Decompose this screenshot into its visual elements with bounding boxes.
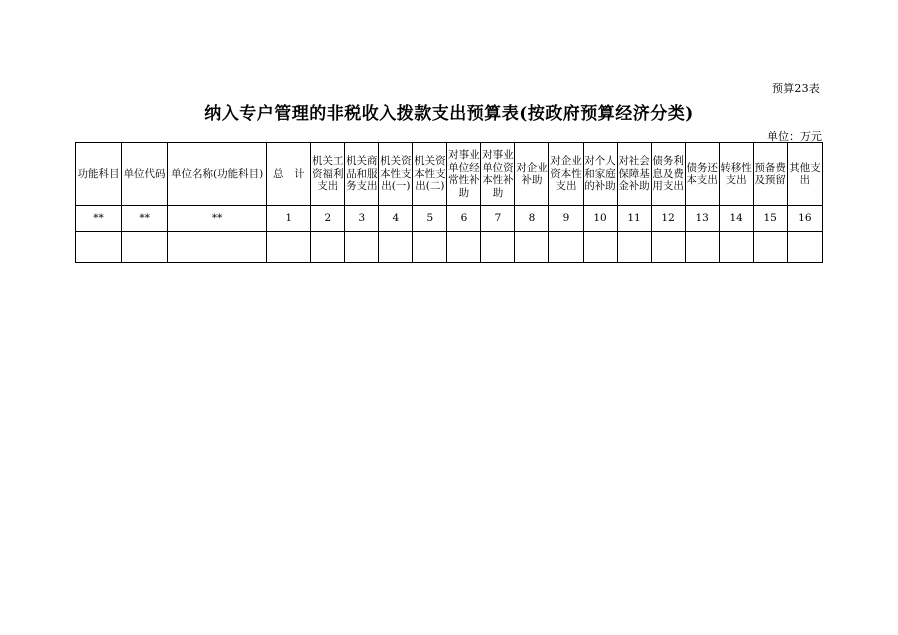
data-cell bbox=[168, 232, 267, 263]
data-cell bbox=[76, 232, 122, 263]
data-cell bbox=[685, 232, 719, 263]
header-cell: 转移性支出 bbox=[719, 143, 753, 206]
header-cell: 单位名称(功能科目) bbox=[168, 143, 267, 206]
index-cell: 11 bbox=[617, 206, 651, 232]
header-cell: 预备费及预留 bbox=[753, 143, 787, 206]
index-cell: 9 bbox=[549, 206, 583, 232]
header-cell: 机关资本性支出(一) bbox=[379, 143, 413, 206]
header-cell: 对事业单位经常性补助 bbox=[447, 143, 481, 206]
data-cell bbox=[481, 232, 515, 263]
header-cell: 对个人和家庭的补助 bbox=[583, 143, 617, 206]
unit-label: 单位：万元 bbox=[767, 130, 822, 143]
index-cell: 12 bbox=[651, 206, 685, 232]
column-index-row bbox=[76, 206, 823, 232]
index-cell: 4 bbox=[379, 206, 413, 232]
index-cell: ** bbox=[76, 206, 122, 232]
data-cell bbox=[787, 232, 822, 263]
header-cell: 其他支出 bbox=[787, 143, 822, 206]
header-cell: 对事业单位资本性补助 bbox=[481, 143, 515, 206]
header-cell: 总 计 bbox=[267, 143, 311, 206]
data-cell bbox=[413, 232, 447, 263]
header-cell: 债务还本支出 bbox=[685, 143, 719, 206]
header-cell: 对企业补助 bbox=[515, 143, 549, 206]
header-cell: 机关工资福利支出 bbox=[311, 143, 345, 206]
data-cell bbox=[447, 232, 481, 263]
data-cell bbox=[379, 232, 413, 263]
form-number: 预算23表 bbox=[772, 82, 820, 95]
index-cell: 10 bbox=[583, 206, 617, 232]
budget-table bbox=[75, 142, 823, 263]
index-cell: ** bbox=[168, 206, 267, 232]
data-cell bbox=[719, 232, 753, 263]
page-title: 纳入专户管理的非税收入拨款支出预算表(按政府预算经济分类) bbox=[204, 104, 694, 124]
index-cell: 15 bbox=[753, 206, 787, 232]
index-cell: 7 bbox=[481, 206, 515, 232]
index-cell: 1 bbox=[267, 206, 311, 232]
data-cell bbox=[345, 232, 379, 263]
index-cell: 5 bbox=[413, 206, 447, 232]
header-cell: 单位代码 bbox=[122, 143, 168, 206]
data-cell bbox=[583, 232, 617, 263]
index-cell: 8 bbox=[515, 206, 549, 232]
index-cell: 6 bbox=[447, 206, 481, 232]
header-cell: 功能科目 bbox=[76, 143, 122, 206]
data-cell bbox=[311, 232, 345, 263]
header-cell: 机关商品和服务支出 bbox=[345, 143, 379, 206]
data-cell bbox=[267, 232, 311, 263]
data-row bbox=[76, 232, 823, 263]
header-row bbox=[76, 143, 823, 206]
index-cell: ** bbox=[122, 206, 168, 232]
index-cell: 3 bbox=[345, 206, 379, 232]
index-cell: 2 bbox=[311, 206, 345, 232]
header-cell: 对社会保障基金补助 bbox=[617, 143, 651, 206]
index-cell: 13 bbox=[685, 206, 719, 232]
data-cell bbox=[753, 232, 787, 263]
data-cell bbox=[515, 232, 549, 263]
data-cell bbox=[122, 232, 168, 263]
header-cell: 债务利息及费用支出 bbox=[651, 143, 685, 206]
header-cell: 机关资本性支出(二) bbox=[413, 143, 447, 206]
data-cell bbox=[549, 232, 583, 263]
header-cell: 对企业资本性支出 bbox=[549, 143, 583, 206]
index-cell: 16 bbox=[787, 206, 822, 232]
data-cell bbox=[651, 232, 685, 263]
data-cell bbox=[617, 232, 651, 263]
index-cell: 14 bbox=[719, 206, 753, 232]
